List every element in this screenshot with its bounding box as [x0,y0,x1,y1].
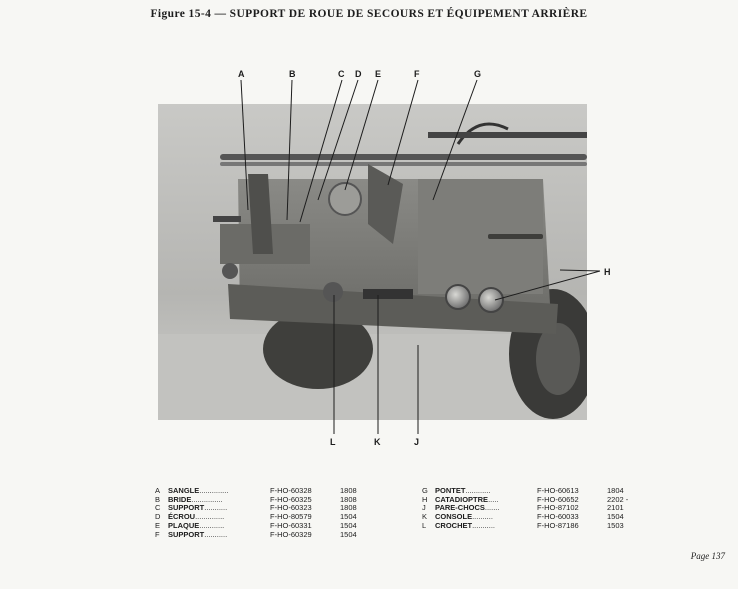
callout-e: E [375,69,382,79]
legend-letter: K [422,512,428,522]
callout-g: G [474,69,482,79]
legend-letter: A [155,486,161,495]
legend-code: 1504 [340,529,357,539]
parts-legend-right [422,487,637,531]
legend-name: CROCHET........... [435,520,496,530]
legend-name: ÉCROU.............. [168,512,225,522]
callout-h: H [604,267,611,277]
legend-row [422,522,637,531]
legend-letter: J [422,503,426,513]
callout-k: K [374,437,381,447]
parts-legend-left [155,487,370,539]
legend-part-number: F-HO-60325 [270,494,312,504]
figure-title: Figure 15-4 — SUPPORT DE ROUE DE SECOURS ET ÉQUIPEMENT ARRIÈRE [150,8,588,20]
callout-j: J [414,437,420,447]
legend-code: 1804 [607,486,624,495]
legend-letter: C [155,503,161,513]
callout-b: B [289,69,296,79]
legend-part-number: F-HO-87186 [537,520,579,530]
vehicle-rear-photo [158,104,587,420]
callout-a: A [238,69,245,79]
callout-f: F [414,69,420,79]
legend-letter: B [155,494,161,504]
legend-code: 1504 [340,520,357,530]
legend-part-number: F-HO-60613 [537,486,579,495]
legend-name: CATADIOPTRE..... [435,494,499,504]
legend-part-number: F-HO-60323 [270,503,312,513]
legend-part-number: F-HO-80579 [270,512,312,522]
callout-d: D [355,69,362,79]
legend-code: 2101 [607,503,624,513]
callout-l: L [330,437,336,447]
legend-name: CONSOLE.......... [435,512,493,522]
legend-name: BRIDE............... [168,494,223,504]
legend-code: 1808 [340,494,357,504]
legend-part-number: F-HO-60329 [270,529,312,539]
page-number: Page 137 [690,551,725,561]
legend-name: PONTET............ [435,486,491,495]
legend-code: 1503 [607,520,624,530]
legend-letter: D [155,512,161,522]
legend-code: 1808 [340,486,357,495]
legend-part-number: F-HO-60033 [537,512,579,522]
legend-letter: H [422,494,428,504]
legend-letter: F [155,529,160,539]
legend-name: PLAQUE............ [168,520,225,530]
legend-name: SUPPORT........... [168,503,228,513]
callout-c: C [338,69,345,79]
legend-code: 2202 - [607,494,629,504]
legend-code: 1504 [607,512,624,522]
legend-name: PARE-CHOCS....... [435,503,500,513]
legend-name: SANGLE.............. [168,486,229,495]
legend-part-number: F-HO-60331 [270,520,312,530]
legend-part-number: F-HO-60328 [270,486,312,495]
legend-letter: E [155,520,161,530]
legend-part-number: F-HO-87102 [537,503,579,513]
legend-row [155,531,370,540]
legend-part-number: F-HO-60652 [537,494,579,504]
legend-letter: G [422,486,428,495]
legend-letter: L [422,520,427,530]
legend-name: SUPPORT........... [168,529,228,539]
legend-code: 1808 [340,503,357,513]
legend-code: 1504 [340,512,357,522]
